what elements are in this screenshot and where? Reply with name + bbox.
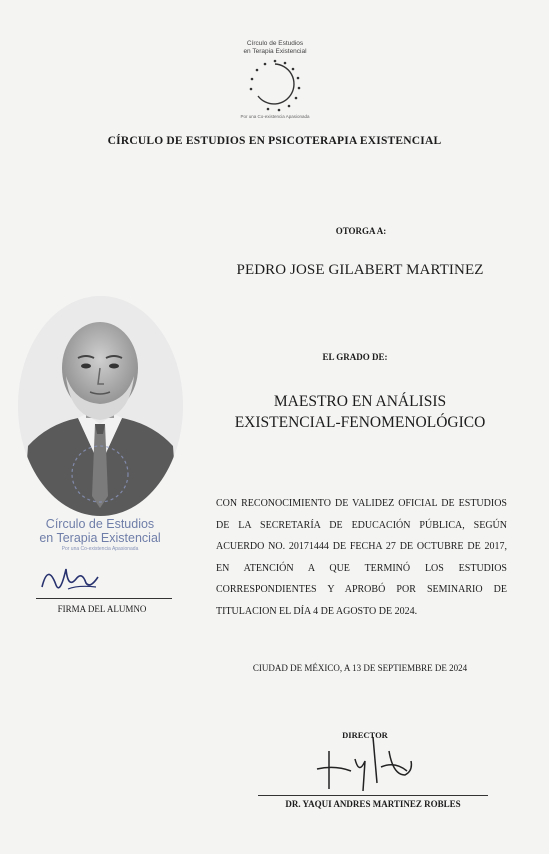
logo-motto: Por una Co-existencia Apasionada (240, 114, 310, 119)
director-name: DR. YAQUI ANDRES MARTINEZ ROBLES (285, 799, 461, 809)
institution-logo (230, 38, 320, 138)
sun-circle-icon (249, 58, 301, 114)
student-seal-line1: Círculo de Estudios (45, 517, 155, 531)
graduate-photo (18, 296, 183, 516)
degree-line2: EXISTENCIAL-FENOMENOLÓGICO (234, 414, 486, 431)
director-signature-line (258, 795, 488, 796)
student-signature-line (36, 598, 172, 599)
logo-text (238, 40, 312, 56)
student-signature-label: FIRMA DEL ALUMNO (57, 604, 147, 614)
director-signature (315, 731, 425, 795)
degree-line1: MAESTRO EN ANÁLISIS (273, 393, 447, 410)
issue-date: CIUDAD DE MÉXICO, A 13 DE SEPTIEMBRE DE 2024 (252, 663, 468, 673)
recipient-name: PEDRO JOSE GILABERT MARTINEZ (236, 262, 484, 278)
grants-label: OTORGA A: (335, 226, 387, 236)
degree-label: EL GRADO DE: (322, 352, 388, 362)
institution-name: CÍRCULO DE ESTUDIOS EN PSICOTERAPIA EXISTENCIAL (107, 135, 442, 147)
recognition-text: CON RECONOCIMIENTO DE VALIDEZ OFICIAL DE ESTUDIOS DE LA SECRETARÍA DE EDUCACIÓN PÚBLICA, SEGÚN ACUERDO NO. 20171444 DE FECHA 27 DE OCTUBRE DE 2017, EN ATENCIÓN A QUE TERMINÓ LOS ESTUDIOS CORRESPONDIENTES Y APROBÓ POR SEMINARIO DE TITULACION EL DÍA 4 DE AGOSTO DE 2024. (216, 498, 507, 617)
director-label: DIRECTOR (342, 730, 388, 740)
degree-title (200, 391, 520, 433)
student-seal-line2: en Terapia Existencial (39, 531, 161, 545)
student-seal (20, 517, 180, 552)
student-seal-motto: Por una Co-existencia Apasionada (61, 546, 139, 552)
logo-line2: en Terapia Existencial (243, 48, 307, 55)
student-signature (38, 559, 108, 599)
logo-line1: Círculo de Estudios (246, 40, 304, 47)
